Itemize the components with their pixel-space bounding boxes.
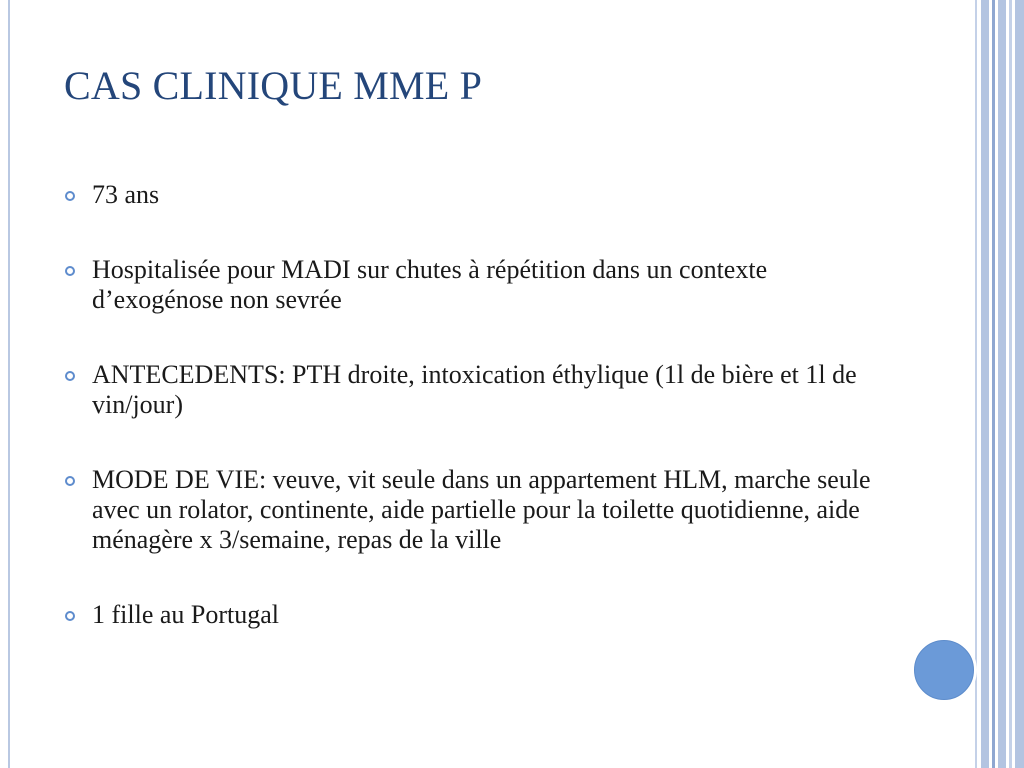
slide-title: CAS CLINIQUE MME P (64, 63, 483, 108)
right-border-stripe (998, 0, 1006, 768)
bullet-item (64, 255, 894, 315)
bullet-circle-icon (65, 266, 75, 276)
bullet-circle-icon (65, 191, 75, 201)
bullet-text: MODE DE VIE: veuve, vit seule dans un appartement HLM, marche seule avec un rolator, continente, aide partielle pour la toilette quotidienne, aide ménagère x 3/semaine, repas de la ville (92, 465, 871, 554)
right-border-stripe (1009, 0, 1012, 768)
right-border-stripe (992, 0, 995, 768)
bullet-item (64, 600, 894, 630)
right-border-stripe (981, 0, 989, 768)
bullet-text: Hospitalisée pour MADI sur chutes à répétition dans un contexte d’exogénose non sevrée (92, 255, 768, 314)
bullet-text: 73 ans (92, 180, 160, 209)
bullet-list (64, 180, 894, 675)
right-border-stripe (1015, 0, 1024, 768)
left-border-line (8, 0, 10, 768)
bullet-text: 1 fille au Portugal (92, 600, 280, 629)
bullet-circle-icon (65, 476, 75, 486)
bullet-item (64, 360, 894, 420)
bullet-text: ANTECEDENTS: PTH droite, intoxication éthylique (1l de bière et 1l de vin/jour) (92, 360, 857, 419)
bullet-circle-icon (65, 611, 75, 621)
right-border-stripe (975, 0, 977, 768)
bullet-item (64, 180, 894, 210)
bullet-circle-icon (65, 371, 75, 381)
bullet-item (64, 465, 894, 555)
blue-circle-ornament-icon (914, 640, 974, 700)
